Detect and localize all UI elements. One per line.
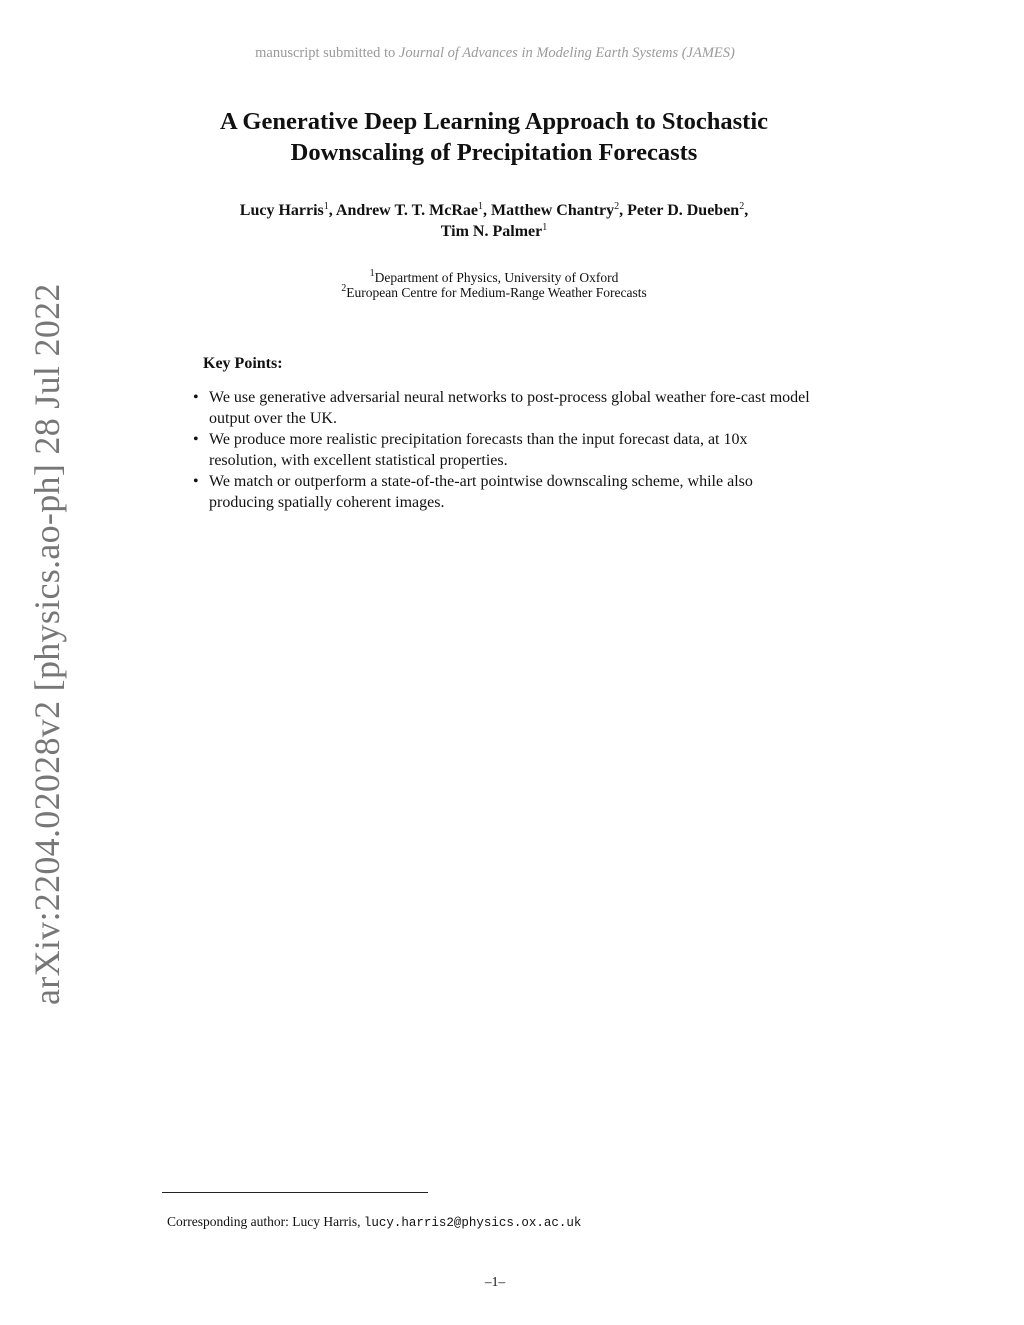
title-line-2: Downscaling of Precipitation Forecasts	[290, 139, 698, 166]
key-point-text: We use generative adversarial neural networks to post-process global weather fore-cast model output over the UK.	[209, 389, 810, 427]
author-affil-marker: 1	[477, 201, 483, 212]
header-prefix: manuscript submitted to	[255, 45, 399, 61]
list-item	[190, 430, 814, 471]
list-item	[190, 472, 814, 513]
bullet-icon: •	[193, 431, 199, 448]
author-email: lucy.harris2@physics.ox.ac.uk	[363, 1216, 582, 1230]
author-line-2	[150, 221, 838, 242]
corresponding-author-footnote	[167, 1214, 581, 1230]
affiliation-text: Department of Physics, University of Oxford	[374, 270, 619, 285]
author-affil-marker: 2	[614, 201, 620, 212]
affiliation	[150, 285, 838, 300]
author-list	[150, 200, 838, 242]
affiliation-list	[150, 270, 838, 300]
author-name: Lucy Harris	[239, 202, 324, 219]
affiliation-text: European Centre for Medium-Range Weather Forecasts	[346, 285, 647, 300]
author-affil-marker: 1	[323, 201, 329, 212]
journal-name: Journal of Advances in Modeling Earth Systems (JAMES)	[398, 45, 735, 61]
paper-title	[140, 106, 848, 168]
author-line-1: Lucy Harris$^1$, Andrew T. T. McRae$^1$, Matthew Chantry$^2$, Peter D. Dueben$^2$,	[239, 201, 749, 219]
key-points-list	[190, 388, 814, 514]
affiliation	[150, 270, 838, 285]
author-affil-marker: 2	[739, 201, 745, 212]
key-point-text: We match or outperform a state-of-the-art pointwise downscaling scheme, while also producing spatially coherent images.	[209, 473, 753, 511]
list-item	[190, 388, 814, 429]
affiliation-marker: 1	[369, 268, 375, 279]
author-name: Tim N. Palmer	[440, 223, 543, 240]
footnote-label: Corresponding author: Lucy Harris,	[167, 1214, 364, 1229]
bullet-icon: •	[193, 473, 199, 490]
title-line-1: A Generative Deep Learning Approach to Stochastic	[219, 108, 769, 135]
bullet-icon: •	[193, 389, 199, 406]
key-points-heading: Key Points:	[203, 355, 283, 372]
affiliation-marker: 2	[341, 283, 347, 294]
author-name: Andrew T. T. McRae	[335, 202, 478, 219]
author-name: Peter D. Dueben	[627, 202, 740, 219]
key-point-text: We produce more realistic precipitation forecasts than the input forecast data, at 10x resolution, with excellent statistical properties.	[209, 431, 748, 469]
page-number: –1–	[484, 1274, 506, 1289]
arxiv-identifier-stamp: arXiv:2204.02028v2 [physics.ao-ph] 28 Jul 2022	[27, 283, 67, 1005]
footnote-divider	[162, 1192, 428, 1193]
author-name: Matthew Chantry	[490, 202, 615, 219]
running-header	[0, 45, 990, 62]
author-affil-marker: 1	[542, 222, 548, 233]
